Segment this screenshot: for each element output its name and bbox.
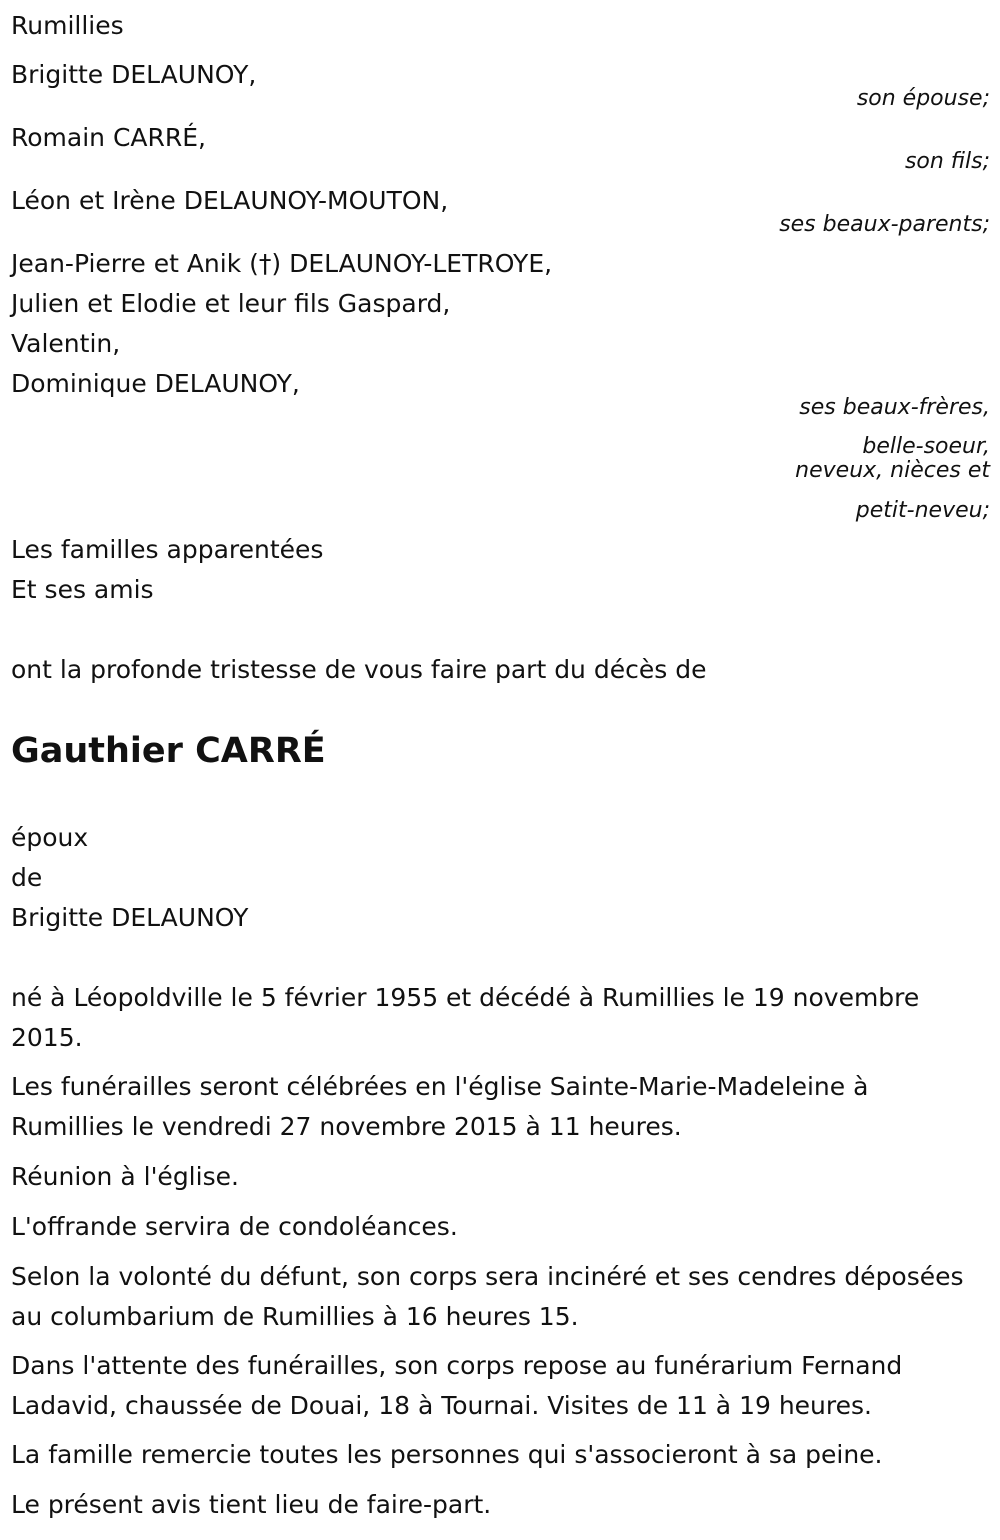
- sibling-line: Dominique DELAUNOY,: [11, 369, 300, 398]
- siblings-role-line: neveux, nièces et: [795, 458, 990, 483]
- meeting-paragraph: Réunion à l'église.: [11, 1162, 239, 1191]
- relation-line: époux: [11, 823, 89, 852]
- announcement-intro: ont la profonde tristesse de vous faire part du décès de: [11, 655, 707, 684]
- notice-paragraph: Le présent avis tient lieu de faire-part.: [11, 1490, 492, 1519]
- deceased-name: Gauthier CARRÉ: [11, 731, 326, 771]
- inlaws-name: Léon et Irène DELAUNOY-MOUTON,: [11, 186, 449, 215]
- siblings-role-line: ses beaux-frères,: [799, 395, 990, 420]
- spouse-role: son épouse;: [856, 86, 990, 111]
- birth-death-paragraph: né à Léopoldville le 5 février 1955 et décédé à Rumillies le 19 novembre 2015.: [11, 983, 920, 1052]
- place-header: Rumillies: [11, 11, 124, 40]
- sibling-line: Julien et Elodie et leur fils Gaspard,: [11, 289, 451, 318]
- relation-line: de: [11, 863, 43, 892]
- cremation-paragraph: Selon la volonté du défunt, son corps sera incinéré et ses cendres déposées au columbarium de Rumillies à 16 heures 15.: [11, 1262, 964, 1331]
- sibling-line: Valentin,: [11, 329, 121, 358]
- siblings-role-line: petit-neveu;: [855, 498, 990, 523]
- others-line: Et ses amis: [11, 575, 154, 604]
- thanks-paragraph: La famille remercie toutes les personnes qui s'associeront à sa peine.: [11, 1440, 883, 1469]
- relation-line: Brigitte DELAUNOY: [11, 903, 249, 932]
- others-line: Les familles apparentées: [11, 535, 324, 564]
- funeral-paragraph: Les funérailles seront célébrées en l'église Sainte-Marie-Madeleine à Rumillies le vendredi 27 novembre 2015 à 11 heures.: [11, 1072, 869, 1141]
- siblings-role-line: belle-soeur,: [862, 434, 990, 459]
- spouse-name: Brigitte DELAUNOY,: [11, 60, 257, 89]
- sibling-line: Jean-Pierre et Anik (†) DELAUNOY-LETROYE,: [11, 249, 553, 278]
- son-role: son fils;: [904, 149, 990, 174]
- son-name: Romain CARRÉ,: [11, 123, 206, 152]
- offering-paragraph: L'offrande servira de condoléances.: [11, 1212, 458, 1241]
- visitation-paragraph: Dans l'attente des funérailles, son corps repose au funérarium Fernand Ladavid, chaussée de Douai, 18 à Tournai. Visites de 11 à 19 heures.: [11, 1351, 903, 1420]
- inlaws-role: ses beaux-parents;: [779, 212, 990, 237]
